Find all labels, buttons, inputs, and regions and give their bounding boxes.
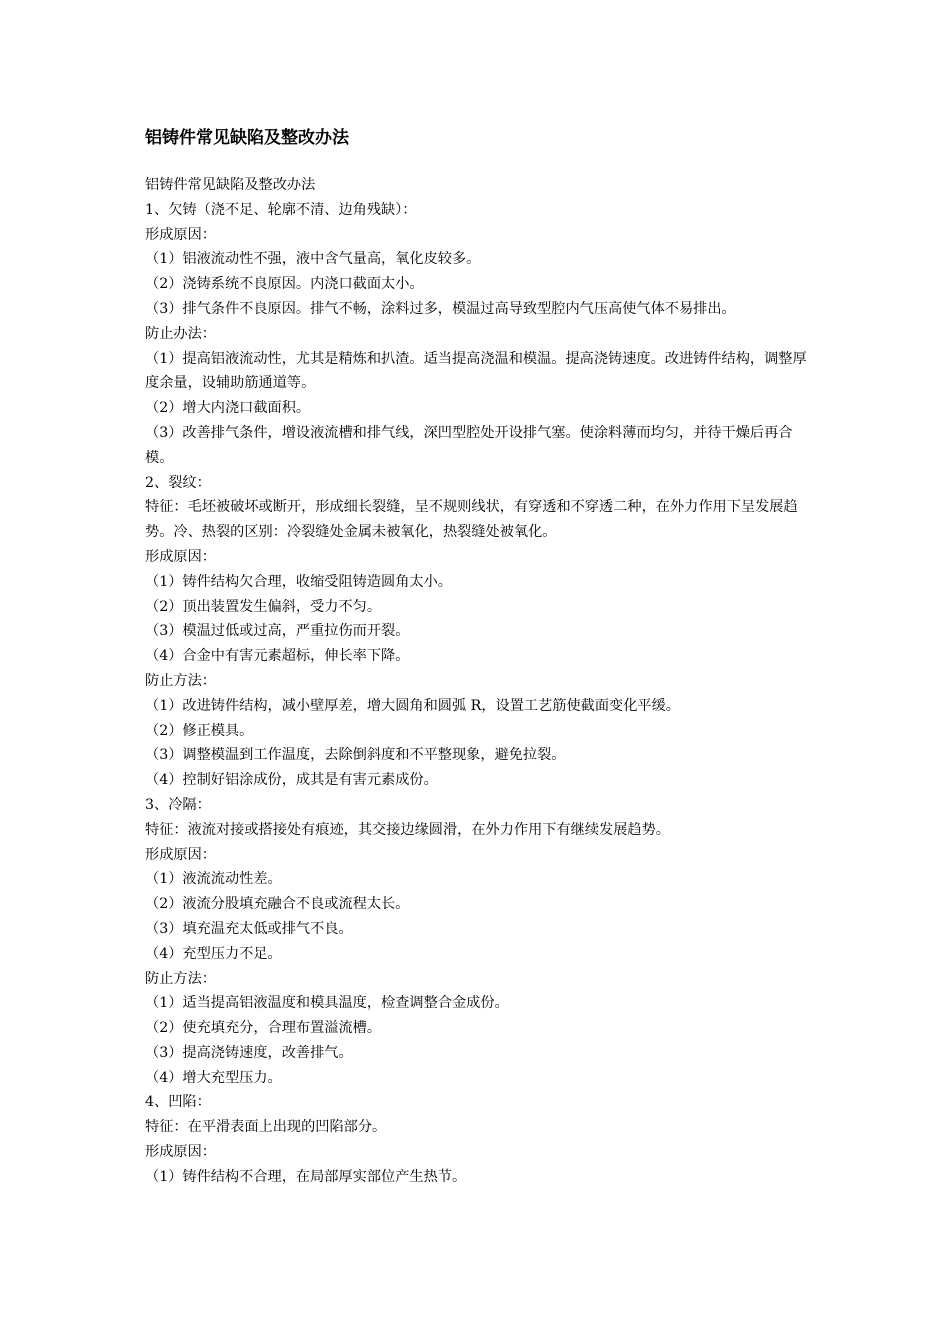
- body-line: （3）提高浇铸速度，改善排气。: [145, 1044, 353, 1061]
- body-line: （1）提高铝液流动性，尤其是精炼和扒渣。适当提高浇温和模温。提高浇铸速度。改进铸件结构，调整厚度余量，设辅助筋通道等。: [145, 350, 807, 392]
- body-line: （1）适当提高铝液温度和模具温度，检查调整合金成份。: [145, 995, 509, 1012]
- body-line: （2）顶出装置发生偏斜，受力不匀。: [145, 598, 382, 615]
- body-line: （2）使充填充分，合理布置溢流槽。: [145, 1020, 382, 1037]
- body-line: （1）液流流动性差。: [145, 871, 282, 888]
- body-line: （2）修正模具。: [145, 722, 254, 739]
- body-line: 特征：毛坯被破坏或断开，形成细长裂缝，呈不规则线状，有穿透和不穿透二种，在外力作用下呈发展趋势。冷、热裂的区别：冷裂缝处金属未被氧化，热裂缝处被氧化。: [145, 499, 798, 541]
- body-line: （4）合金中有害元素超标，伸长率下降。: [145, 648, 410, 665]
- body-line: 特征：液流对接或搭接处有痕迹，其交接边缘圆滑，在外力作用下有继续发展趋势。: [145, 821, 670, 838]
- body-line: 防止方法：: [145, 970, 216, 987]
- document-title: 铝铸件常见缺陷及整改办法: [145, 128, 349, 148]
- body-line: 形成原因：: [145, 1144, 216, 1161]
- body-line: 防止办法：: [145, 325, 216, 342]
- body-line: 形成原因：: [145, 846, 216, 863]
- body-line: （3）调整模温到工作温度，去除倒斜度和不平整现象，避免拉裂。: [145, 747, 566, 764]
- body-line: 防止方法：: [145, 672, 216, 689]
- body-line: （1）铸件结构欠合理，收缩受阻铸造圆角太小。: [145, 573, 452, 590]
- body-line: 4、凹陷：: [145, 1094, 211, 1111]
- body-line: （2）增大内浇口截面积。: [145, 400, 311, 417]
- body-line: （3）模温过低或过高，严重拉伤而开裂。: [145, 623, 410, 640]
- body-line: （1）改进铸件结构，减小壁厚差，增大圆角和圆弧 R，设置工艺筋使截面变化平缓。: [145, 697, 680, 714]
- body-line: （4）控制好铝涂成份，成其是有害元素成份。: [145, 772, 438, 789]
- body-line: 2、裂纹：: [145, 474, 211, 491]
- body-line: 形成原因：: [145, 226, 216, 243]
- body-line: （3）改善排气条件，增设液流槽和排气线，深凹型腔处开设排气塞。使涂料薄而均匀，并待干燥后再合模。: [145, 424, 793, 466]
- body-line: （3）排气条件不良原因。排气不畅，涂料过多，模温过高导致型腔内气压高使气体不易排出。: [145, 300, 736, 317]
- body-line: （3）填充温充太低或排气不良。: [145, 920, 353, 937]
- body-line: （2）液流分股填充融合不良或流程太长。: [145, 896, 410, 913]
- document-body: [145, 173, 807, 1190]
- body-line: （1）铸件结构不合理，在局部厚实部位产生热节。: [145, 1168, 467, 1185]
- body-line: （4）充型压力不足。: [145, 945, 282, 962]
- body-line: 3、冷隔：: [145, 796, 211, 813]
- body-line: （1）铝液流动性不强，液中含气量高，氧化皮较多。: [145, 251, 481, 268]
- body-line: 形成原因：: [145, 548, 216, 565]
- body-line: 1、欠铸（浇不足、轮廓不清、边角残缺）：: [145, 201, 417, 218]
- body-line: （2）浇铸系统不良原因。内浇口截面太小。: [145, 276, 424, 293]
- document-subtitle: 铝铸件常见缺陷及整改办法: [145, 177, 316, 193]
- body-line: （4）增大充型压力。: [145, 1069, 282, 1086]
- body-line: 特征：在平滑表面上出现的凹陷部分。: [145, 1119, 387, 1136]
